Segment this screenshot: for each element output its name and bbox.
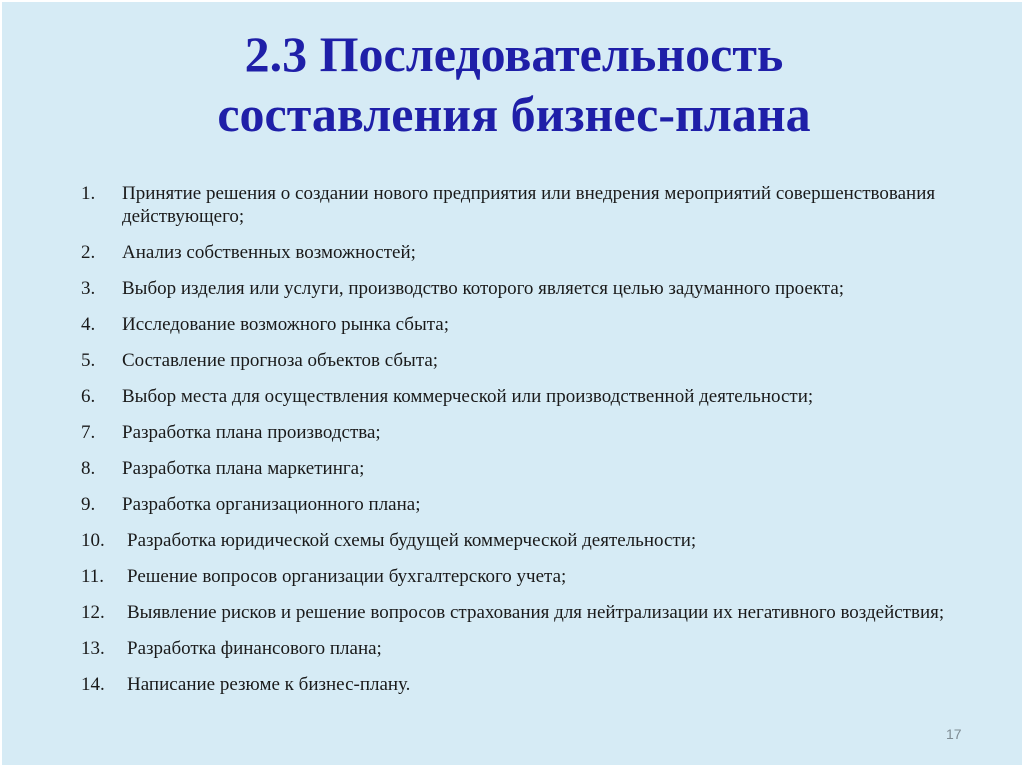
list-item <box>81 529 1001 552</box>
list-item <box>81 601 1001 624</box>
list-item-text: Разработка плана производства; <box>122 422 381 443</box>
list-item-text: Анализ собственных возможностей; <box>122 242 416 263</box>
list-item <box>81 421 1001 444</box>
list-item-text: Разработка юридической схемы будущей коммерческой деятельности; <box>127 530 697 551</box>
list-item <box>81 565 1001 588</box>
list-item-number: 3. <box>81 278 96 299</box>
list-item-number: 5. <box>81 350 96 371</box>
slide-title-line-1: 2.3 Последовательность <box>244 26 784 82</box>
slide-title <box>2 24 1024 144</box>
list-item <box>81 457 1001 480</box>
list-item-number: 10. <box>81 530 105 551</box>
steps-list <box>81 182 1001 709</box>
list-item-number: 2. <box>81 242 96 263</box>
list-item-number: 7. <box>81 422 96 443</box>
list-item-number: 8. <box>81 458 96 479</box>
list-item-text: Решение вопросов организации бухгалтерского учета; <box>127 566 567 587</box>
list-item-text: Разработка организационного плана; <box>122 494 421 515</box>
list-item-text: Принятие решения о создании нового предприятия или внедрения мероприятий совершенствования действующего; <box>122 183 936 227</box>
list-item-number: 12. <box>81 602 105 623</box>
page-number: 17 <box>946 726 962 742</box>
list-item-number: 1. <box>81 183 96 204</box>
list-item <box>81 493 1001 516</box>
list-item <box>81 313 1001 336</box>
list-item <box>81 637 1001 660</box>
list-item-number: 4. <box>81 314 96 335</box>
list-item-text: Выбор изделия или услуги, производство которого является целью задуманного проекта; <box>122 278 845 299</box>
list-item <box>81 241 1001 264</box>
list-item-text: Разработка финансового плана; <box>127 638 382 659</box>
list-item-text: Исследование возможного рынка сбыта; <box>122 314 449 335</box>
list-item-number: 6. <box>81 386 96 407</box>
list-item <box>81 182 1001 228</box>
list-item-number: 13. <box>81 638 105 659</box>
list-item-text: Выбор места для осуществления коммерческой или производственной деятельности; <box>122 386 814 407</box>
list-item-text: Выявление рисков и решение вопросов страхования для нейтрализации их негативного воздействия; <box>127 602 945 623</box>
slide-title-line-2: составления бизнес-плана <box>217 86 811 142</box>
list-item-text: Разработка плана маркетинга; <box>122 458 365 479</box>
list-item-text: Написание резюме к бизнес-плану. <box>127 674 411 695</box>
list-item-text: Составление прогноза объектов сбыта; <box>122 350 439 371</box>
list-item <box>81 349 1001 372</box>
list-item <box>81 385 1001 408</box>
list-item-number: 11. <box>81 566 105 587</box>
list-item <box>81 277 1001 300</box>
list-item <box>81 673 1001 696</box>
list-item-number: 9. <box>81 494 96 515</box>
list-item-number: 14. <box>81 674 105 695</box>
